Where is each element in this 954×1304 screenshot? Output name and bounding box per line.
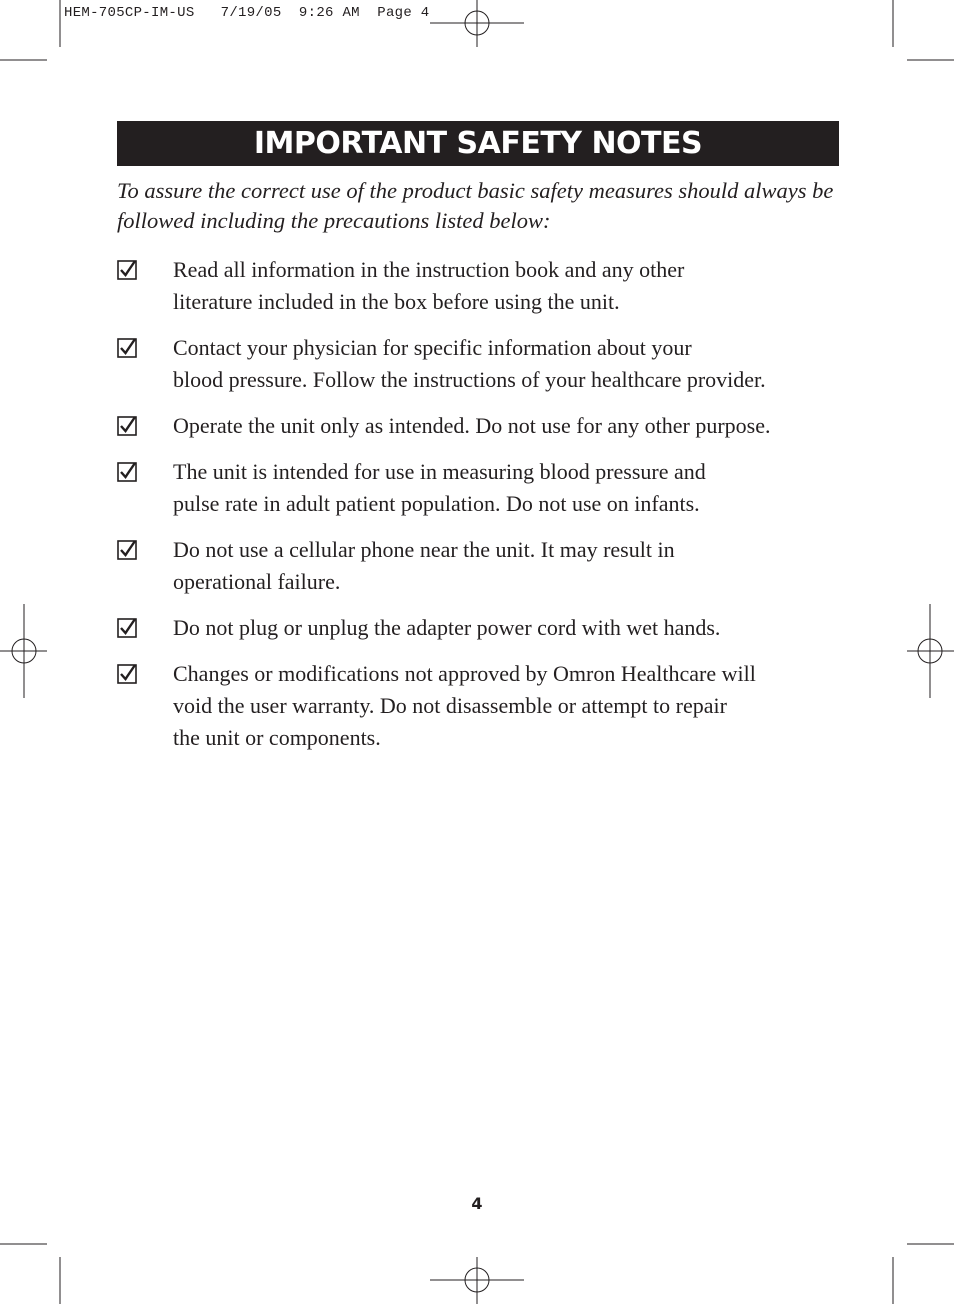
- list-item: [117, 332, 847, 396]
- checkbox-checked-icon: [117, 664, 137, 684]
- list-item-text: Operate the unit only as intended. Do not use for any other purpose.: [173, 413, 771, 438]
- section-title-bar: [117, 121, 839, 166]
- checkbox-checked-icon: [117, 540, 137, 560]
- list-item-text: Changes or modifications not approved by Omron Healthcare will void the user warranty. Do not disassemble or attempt to repair the unit or components.: [173, 661, 756, 750]
- print-slug-line: HEM-705CP-IM-US 7/19/05 9:26 AM Page 4: [64, 5, 430, 21]
- list-item-text: The unit is intended for use in measuring blood pressure and pulse rate in adult patient population. Do not use on infants.: [173, 459, 706, 516]
- list-item-text: Read all information in the instruction book and any other literature included in the box before using the unit.: [173, 257, 685, 314]
- list-item-text: Do not use a cellular phone near the unit. It may result in operational failure.: [173, 537, 675, 594]
- list-item-text: Do not plug or unplug the adapter power cord with wet hands.: [173, 615, 721, 640]
- list-item: [117, 534, 847, 598]
- page-title: IMPORTANT SAFETY NOTES: [253, 126, 703, 161]
- list-item: [117, 456, 847, 520]
- checkbox-checked-icon: [117, 462, 137, 482]
- page-number: 4: [471, 1194, 483, 1213]
- intro-paragraph: To assure the correct use of the product basic safety measures should always be followed including the precautions listed below:: [117, 178, 834, 233]
- list-item: [117, 612, 847, 644]
- checkbox-checked-icon: [117, 416, 137, 436]
- list-item: [117, 658, 847, 754]
- safety-notes-list: [117, 254, 847, 768]
- list-item-text: Contact your physician for specific information about your blood pressure. Follow the instructions of your healthcare provider.: [173, 335, 766, 392]
- list-item: [117, 410, 847, 442]
- checkbox-checked-icon: [117, 260, 137, 280]
- checkbox-checked-icon: [117, 338, 137, 358]
- checkbox-checked-icon: [117, 618, 137, 638]
- list-item: [117, 254, 847, 318]
